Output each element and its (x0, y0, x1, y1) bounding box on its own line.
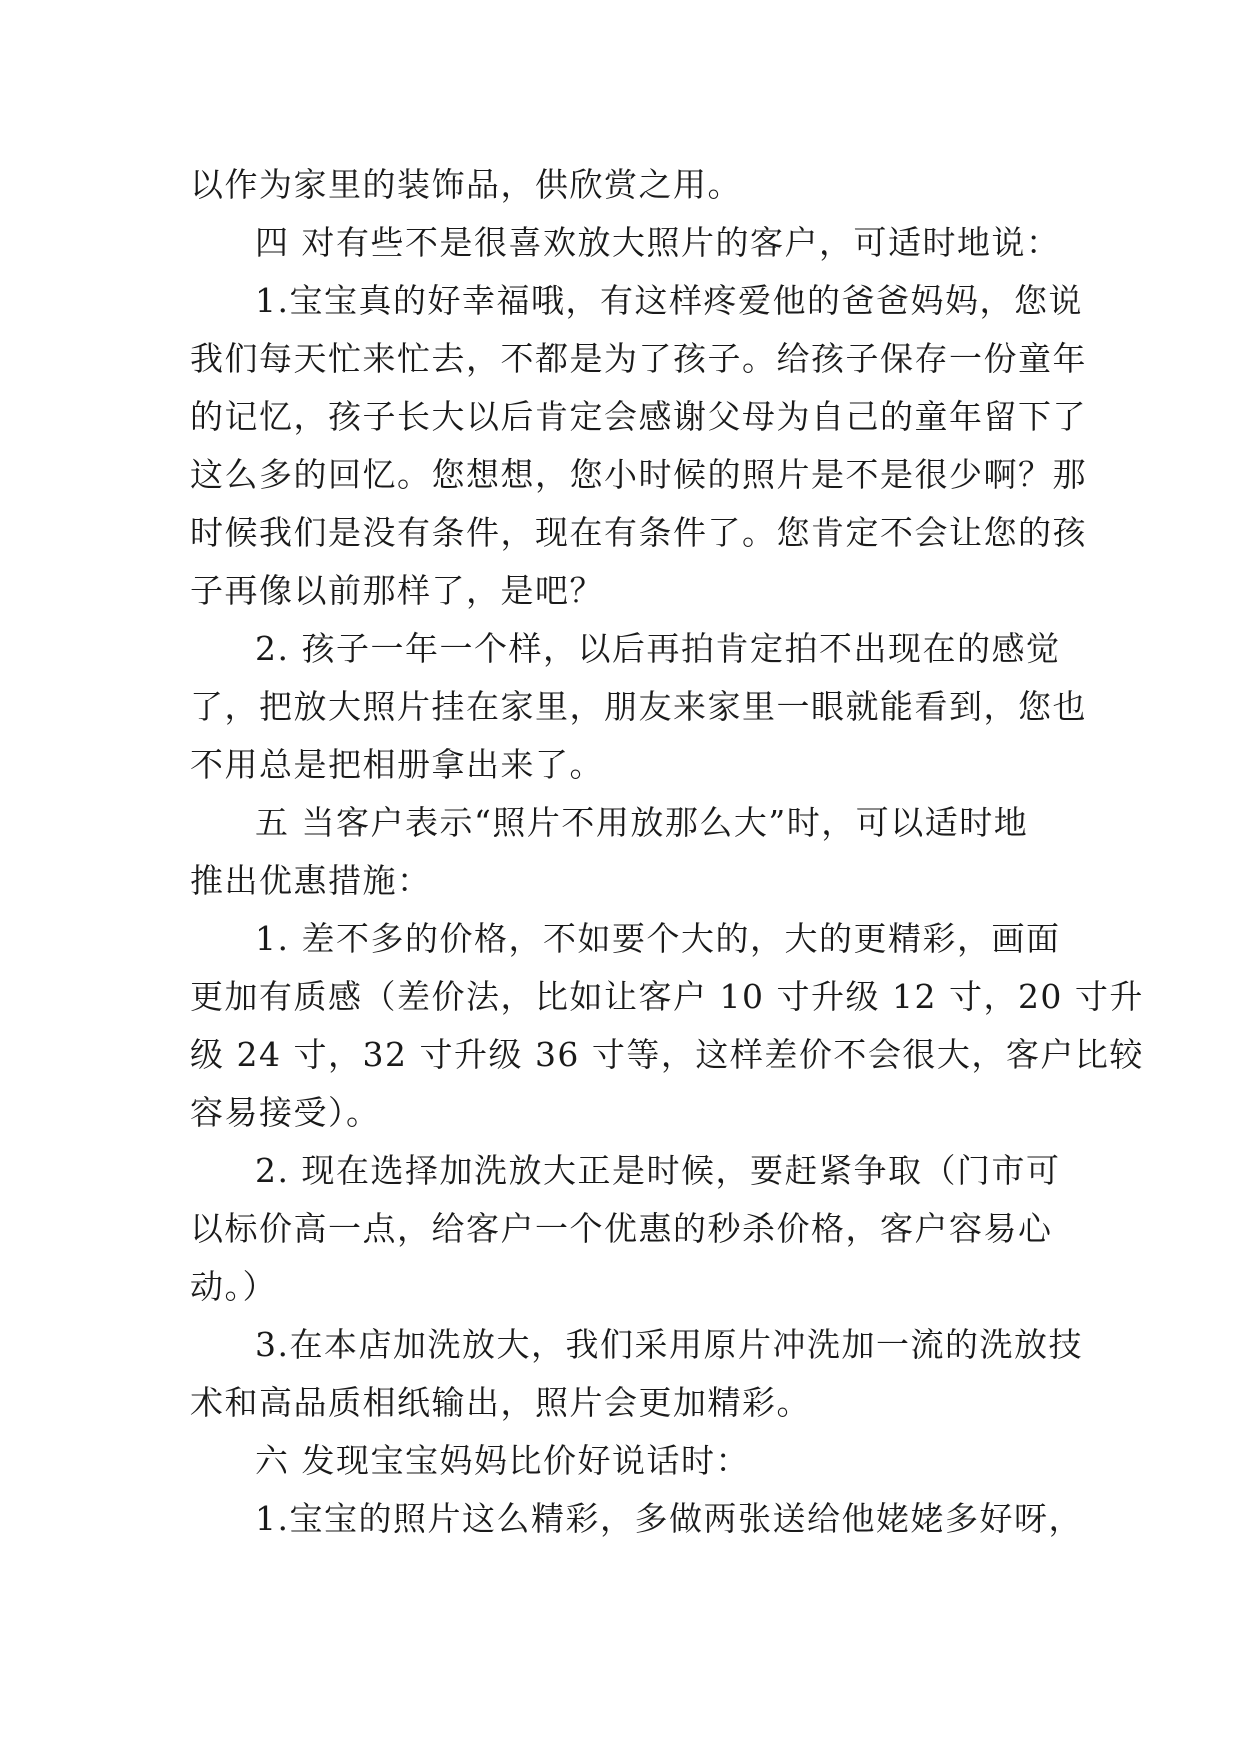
text-line: 2. 孩子一年一个样，以后再拍肯定拍不出现在的感觉 (255, 629, 1061, 668)
text-line: 子再像以前那样了，是吧？ (190, 571, 604, 610)
text-line: 容易接受）。 (190, 1093, 381, 1132)
text-line: 我们每天忙来忙去，不都是为了孩子。给孩子保存一份童年 (190, 339, 1087, 378)
text-line: 1.宝宝的照片这么精彩，多做两张送给他姥姥多好呀， (255, 1499, 1083, 1538)
section-heading-6: 六 发现宝宝妈妈比价好说话时： (255, 1441, 750, 1480)
text-line: 不用总是把相册拿出来了。 (190, 745, 604, 784)
text-line: 3.在本店加洗放大，我们采用原片冲洗加一流的洗放技 (255, 1325, 1083, 1364)
text-line: 1. 差不多的价格，不如要个大的，大的更精彩，画面 (255, 919, 1061, 958)
text-line: 以标价高一点，给客户一个优惠的秒杀价格，客户容易心 (190, 1209, 1053, 1248)
text-line: 级 24 寸，32 寸升级 36 寸等，这样差价不会很大，客户比较 (190, 1035, 1144, 1074)
text-line: 这么多的回忆。您想想，您小时候的照片是不是很少啊？那 (190, 455, 1087, 494)
text-line: 术和高品质相纸输出，照片会更加精彩。 (190, 1383, 811, 1422)
text-line: 2. 现在选择加洗放大正是时候，要赶紧争取（门市可 (255, 1151, 1061, 1190)
text-line: 动。） (190, 1267, 277, 1306)
text-line: 的记忆，孩子长大以后肯定会感谢父母为自己的童年留下了 (190, 397, 1087, 436)
section-heading-4: 四 对有些不是很喜欢放大照片的客户，可适时地说： (255, 223, 1061, 262)
section-heading-5: 五 当客户表示“照片不用放那么大”时，可以适时地 (255, 803, 1029, 842)
text-line: 推出优惠措施： (190, 861, 432, 900)
text-line: 以作为家里的装饰品，供欣赏之用。 (190, 165, 742, 204)
text-line: 更加有质感（差价法，比如让客户 10 寸升级 12 寸，20 寸升 (190, 977, 1144, 1016)
text-line: 时候我们是没有条件，现在有条件了。您肯定不会让您的孩 (190, 513, 1087, 552)
text-line: 1.宝宝真的好幸福哦，有这样疼爱他的爸爸妈妈，您说 (255, 281, 1083, 320)
text-line: 了，把放大照片挂在家里，朋友来家里一眼就能看到，您也 (190, 687, 1087, 726)
